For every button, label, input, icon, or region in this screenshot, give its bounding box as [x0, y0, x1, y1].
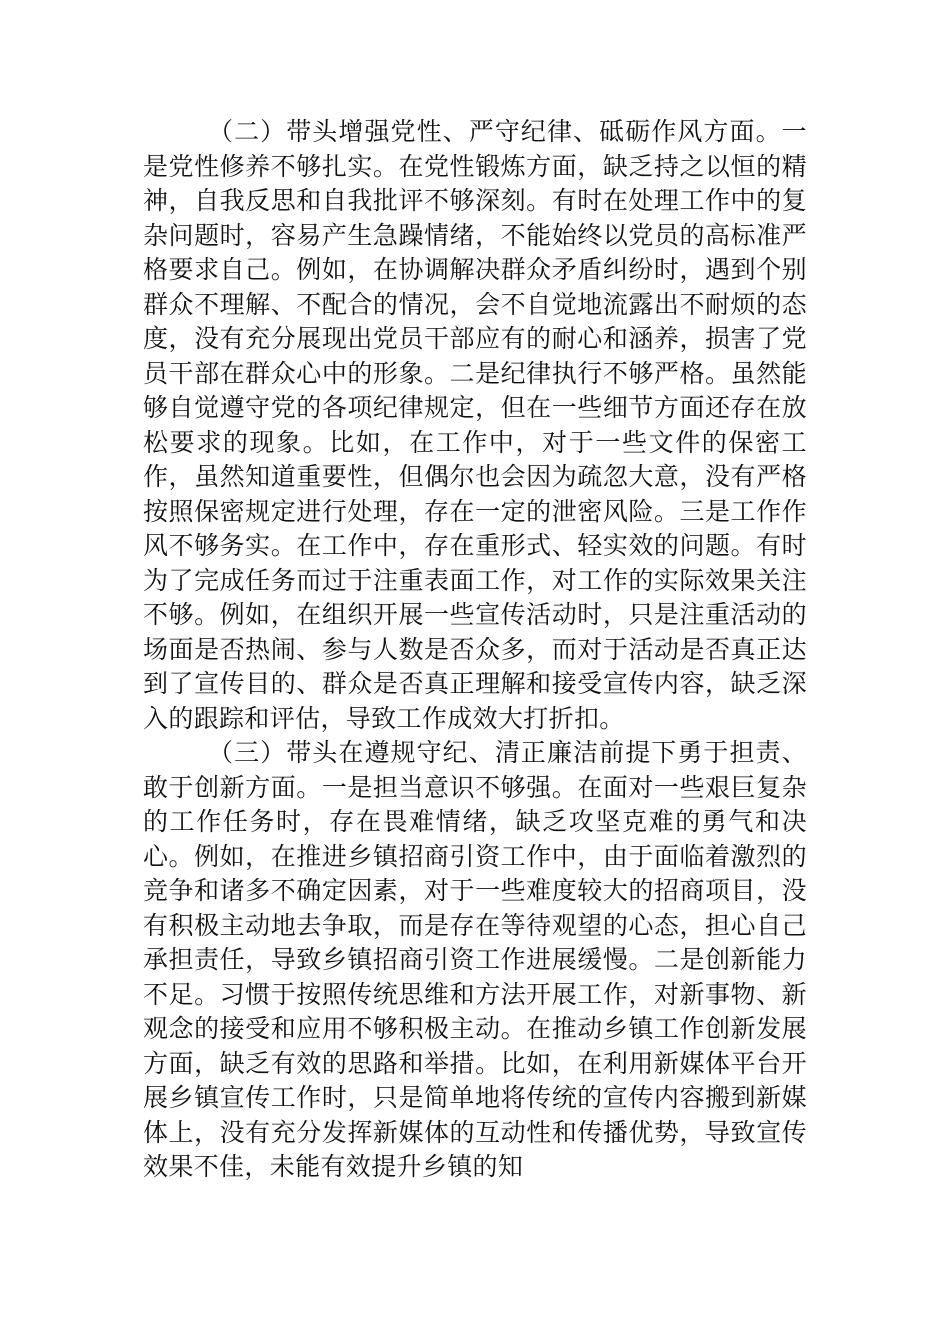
- paragraph-section-two: （二）带头增强党性、严守纪律、砥砺作风方面。一是党性修养不够扎实。在党性锻炼方面，缺乏持之以恒的精神，自我反思和自我批评不够深刻。有时在处理工作中的复杂问题时，容易产生急躁情绪，不能始终以党员的高标准严格要求自己。例如，在协调解决群众矛盾纠纷时，遇到个别群众不理解、不配合的情况，会不自觉地流露出不耐烦的态度，没有充分展现出党员干部应有的耐心和涵养，损害了党员干部在群众心中的形象。二是纪律执行不够严格。虽然能够自觉遵守党的各项纪律规定，但在一些细节方面还存在放松要求的现象。比如，在工作中，对于一些文件的保密工作，虽然知道重要性，但偶尔也会因为疏忽大意，没有严格按照保密规定进行处理，存在一定的泄密风险。三是工作作风不够务实。在工作中，存在重形式、轻实效的问题。有时为了完成任务而过于注重表面工作，对工作的实际效果关注不够。例如，在组织开展一些宣传活动时，只是注重活动的场面是否热闹、参与人数是否众多，而对于活动是否真正达到了宣传目的、群众是否真正理解和接受宣传内容，缺乏深入的跟踪和评估，导致工作成效大打折扣。: [143, 117, 807, 733]
- document-body: [143, 115, 807, 1185]
- paragraph-section-three: （三）带头在遵规守纪、清正廉洁前提下勇于担责、敢于创新方面。一是担当意识不够强。在面对一些艰巨复杂的工作任务时，存在畏难情绪，缺乏攻坚克难的勇气和决心。例如，在推进乡镇招商引资工作中，由于面临着激烈的竞争和诸多不确定因素，对于一些难度较大的招商项目，没有积极主动地去争取，而是存在等待观望的心态，担心自己承担责任，导致乡镇招商引资工作进展缓慢。二是创新能力不足。习惯于按照传统思维和方法开展工作，对新事物、新观念的接受和应用不够积极主动。在推动乡镇工作创新发展方面，缺乏有效的思路和举措。比如，在利用新媒体平台开展乡镇宣传工作时，只是简单地将传统的宣传内容搬到新媒体上，没有充分发挥新媒体的互动性和传播优势，导致宣传效果不佳，未能有效提升乡镇的知: [143, 738, 807, 1181]
